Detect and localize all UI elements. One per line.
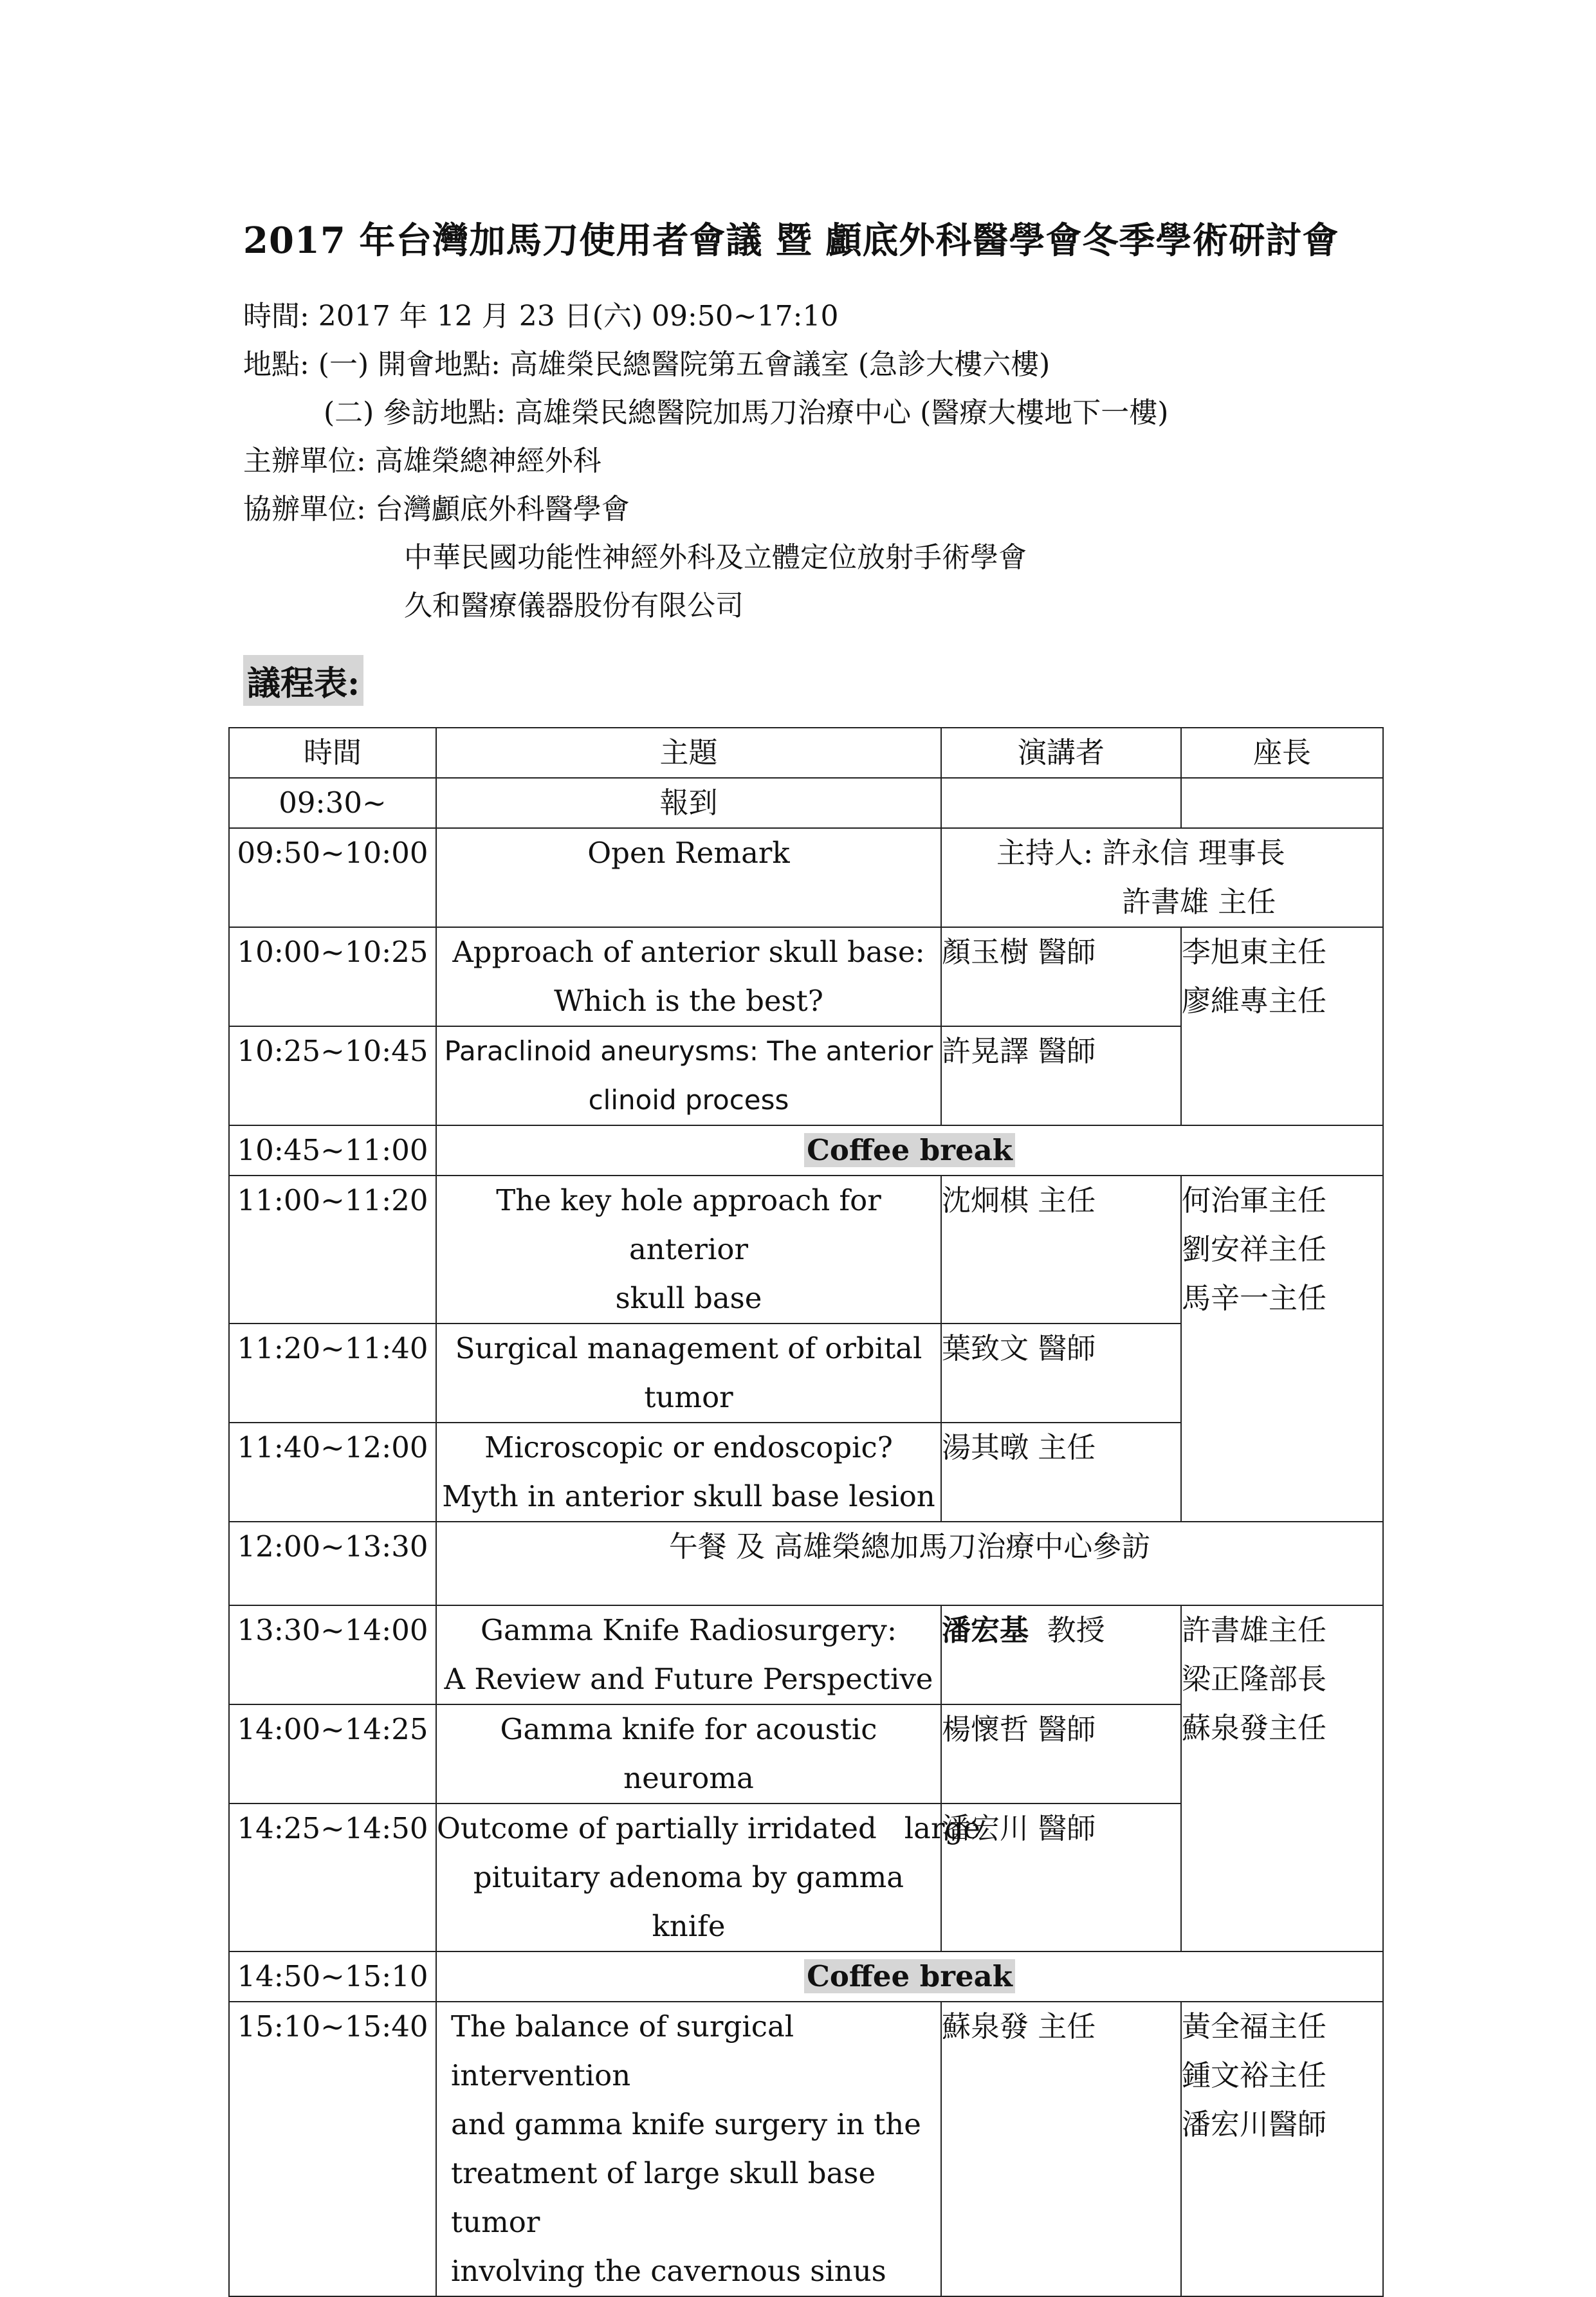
lunch-cell: 午餐 及 高雄榮總加馬刀治療中心參訪 <box>436 1522 1383 1605</box>
topic-line: Approach of anterior skull base: <box>452 935 925 969</box>
topic-cell <box>436 1026 941 1125</box>
topic-cell <box>436 1324 941 1423</box>
coffee-break-label: Coffee break <box>804 1133 1015 1167</box>
topic-cell <box>436 2002 941 2296</box>
topic-line: tumor <box>644 1380 733 1414</box>
topic-cell <box>436 1423 941 1522</box>
topic-line: A Review and Future Perspective <box>444 1662 933 1696</box>
time-cell: 14:50~15:10 <box>229 1951 436 2002</box>
chair-name: 許書雄主任 <box>1182 1613 1327 1647</box>
topic-cell <box>436 1176 941 1324</box>
time-cell: 10:45~11:00 <box>229 1125 436 1176</box>
page-title: 2017 年台灣加馬刀使用者會議 暨 顱底外科醫學會冬季學術研討會 <box>243 219 1339 262</box>
time-cell: 14:00~14:25 <box>229 1704 436 1803</box>
chair-cell <box>1181 1176 1383 1522</box>
time-cell: 15:10~15:40 <box>229 2002 436 2296</box>
topic-line: Microscopic or endoscopic? <box>484 1430 893 1464</box>
venue-line-2: (二) 參訪地點: 高雄榮民總醫院加馬刀治療中心 (醫療大樓地下一樓) <box>324 396 1169 429</box>
chair-name: 何治軍主任 <box>1182 1183 1327 1217</box>
chair-name: 潘宏川醫師 <box>1182 2107 1327 2141</box>
time-cell: 11:20~11:40 <box>229 1324 436 1423</box>
co-organizer-line: 協辦單位: 台灣顱底外科醫學會 <box>243 493 630 526</box>
speaker-cell: 許晃譯 醫師 <box>941 1026 1181 1125</box>
host-line-2: 許書雄 主任 <box>1122 885 1276 919</box>
speaker-cell: 湯其暾 主任 <box>941 1423 1181 1522</box>
host-cell <box>941 828 1383 927</box>
column-header-time: 時間 <box>229 728 436 778</box>
topic-line: Outcome of partially irridated large <box>437 1811 980 1845</box>
speaker-name: 潘宏基 <box>942 1613 1029 1647</box>
speaker-cell: 顏玉樹 醫師 <box>941 927 1181 1026</box>
topic-line: Paraclinoid aneurysms: The anterior <box>444 1035 933 1067</box>
time-line: 時間: 2017 年 12 月 23 日(六) 09:50~17:10 <box>243 300 839 333</box>
time-cell: 13:30~14:00 <box>229 1605 436 1704</box>
topic-line: The balance of surgical intervention <box>451 2009 794 2092</box>
table-row <box>229 778 1383 828</box>
speaker-cell: 蘇泉發 主任 <box>941 2002 1181 2296</box>
table-row <box>229 2002 1383 2296</box>
time-cell: 10:25~10:45 <box>229 1026 436 1125</box>
chair-cell <box>1181 927 1383 1125</box>
column-header-topic: 主題 <box>436 728 941 778</box>
chair-name: 李旭東主任 <box>1182 935 1327 969</box>
topic-line: Which is the best? <box>554 984 823 1018</box>
chair-cell <box>1181 1605 1383 1951</box>
speaker-cell: 沈炯棋 主任 <box>941 1176 1181 1324</box>
topic-line: Surgical management of orbital <box>455 1331 922 1365</box>
topic-line: Gamma Knife Radiosurgery: <box>481 1613 897 1647</box>
chair-name: 鍾文裕主任 <box>1182 2058 1327 2092</box>
topic-line: clinoid process <box>588 1084 789 1116</box>
topic-line: skull base <box>615 1281 762 1315</box>
time-cell: 09:30~ <box>229 778 436 828</box>
topic-line: treatment of large skull base tumor <box>451 2156 876 2239</box>
time-cell: 12:00~13:30 <box>229 1522 436 1605</box>
agenda-table <box>228 727 1384 2297</box>
organizer-line: 主辦單位: 高雄榮總神經外科 <box>243 445 601 477</box>
topic-line: Myth in anterior skull base lesion <box>442 1479 935 1513</box>
speaker-cell: 楊懷哲 醫師 <box>941 1704 1181 1803</box>
time-cell: 09:50~10:00 <box>229 828 436 927</box>
chair-name: 黃全福主任 <box>1182 2009 1327 2043</box>
topic-cell: Open Remark <box>436 828 941 927</box>
topic-cell: 報到 <box>436 778 941 828</box>
chair-name: 劉安祥主任 <box>1182 1232 1327 1266</box>
column-header-chair: 座長 <box>1181 728 1383 778</box>
coffee-break-cell <box>436 1951 1383 2002</box>
time-cell: 11:40~12:00 <box>229 1423 436 1522</box>
topic-cell <box>436 1605 941 1704</box>
agenda-heading: 議程表: <box>243 655 363 706</box>
speaker-cell: 葉致文 醫師 <box>941 1324 1181 1423</box>
speaker-cell <box>941 1605 1181 1704</box>
topic-line: and gamma knife surgery in the <box>451 2107 921 2141</box>
table-row <box>229 1176 1383 1324</box>
table-header-row <box>229 728 1383 778</box>
table-row <box>229 1951 1383 2002</box>
chair-name: 蘇泉發主任 <box>1182 1711 1327 1745</box>
topic-line: involving the cavernous sinus <box>451 2254 886 2288</box>
table-row <box>229 1522 1383 1605</box>
topic-cell <box>436 927 941 1026</box>
topic-cell: Gamma knife for acoustic neuroma <box>436 1704 941 1803</box>
time-cell: 11:00~11:20 <box>229 1176 436 1324</box>
chair-name: 梁正隆部長 <box>1182 1662 1327 1696</box>
table-row <box>229 927 1383 1026</box>
chair-name: 馬辛一主任 <box>1182 1281 1327 1315</box>
chair-name: 廖維專主任 <box>1182 984 1327 1018</box>
coffee-break-label: Coffee break <box>804 1959 1015 1993</box>
co-organizer-3: 久和醫療儀器股份有限公司 <box>404 589 744 622</box>
host-line-1: 主持人: 許永信 理事長 <box>996 836 1285 870</box>
topic-line: pituitary adenoma by gamma knife <box>473 1860 904 1943</box>
chair-cell <box>1181 2002 1383 2296</box>
co-organizer-2: 中華民國功能性神經外科及立體定位放射手術學會 <box>404 541 1027 574</box>
chair-cell <box>1181 778 1383 828</box>
table-row <box>229 828 1383 927</box>
table-row <box>229 1605 1383 1704</box>
table-row <box>229 1125 1383 1176</box>
speaker-cell <box>941 778 1181 828</box>
topic-cell <box>436 1803 980 1951</box>
time-cell: 10:00~10:25 <box>229 927 436 1026</box>
coffee-break-cell <box>436 1125 1383 1176</box>
speaker-title: 教授 <box>1029 1613 1105 1647</box>
column-header-speaker: 演講者 <box>941 728 1181 778</box>
speaker-cell: 潘宏川 醫師 <box>941 1803 1181 1951</box>
venue-line-1: 地點: (一) 開會地點: 高雄榮民總醫院第五會議室 (急診大樓六樓) <box>243 348 1050 381</box>
topic-line: The key hole approach for anterior <box>496 1183 881 1266</box>
time-cell: 14:25~14:50 <box>229 1803 436 1951</box>
